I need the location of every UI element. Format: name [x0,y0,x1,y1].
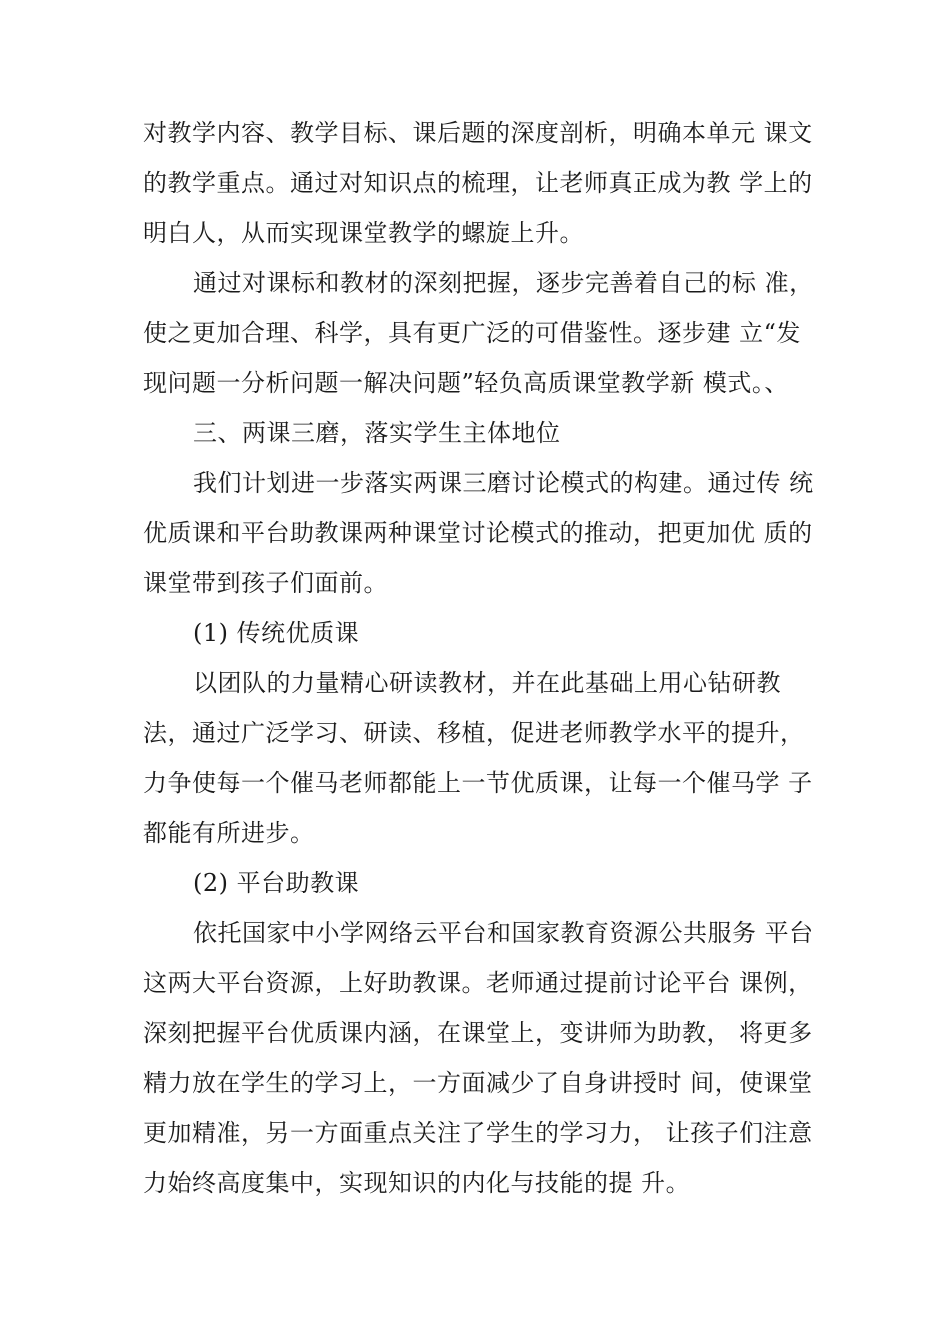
text-line: 精力放在学生的学习上，一方面减少了自身讲授时 间，使课堂 [143,1069,813,1097]
text-line: 对教学内容、教学目标、课后题的深度剖析，明确本单元 课文 [143,119,813,147]
text-line: 的教学重点。通过对知识点的梳理，让老师真正成为教 学上的 [143,169,813,197]
paragraph-start-line: 我们计划进一步落实两课三磨讨论模式的构建。通过传 统 [193,469,814,497]
paragraph-start-line: 依托国家中小学网络云平台和国家教育资源公共服务 平台 [193,919,814,947]
text-line: 法，通过广泛学习、研读、移植，促进老师教学水平的提升， [143,719,805,747]
subsection-heading: (1) 传统优质课 [193,619,360,647]
section-heading: 三、两课三磨，落实学生主体地位 [193,419,561,447]
text-line: 深刻把握平台优质课内涵，在课堂上，变讲师为助教， 将更多 [143,1019,813,1047]
paragraph-start-line: 以团队的力量精心研读教材，并在此基础上用心钻研教 [193,669,781,697]
paragraph-start-line: 通过对课标和教材的深刻把握，逐步完善着自己的标 准， [193,269,814,297]
document-body [143,108,833,1208]
text-line: 更加精准，另一方面重点关注了学生的学习力， 让孩子们注意 [143,1119,813,1147]
text-line: 现问题一分析问题一解决问题”轻负高质课堂教学新 模式。、 [143,369,789,397]
text-line: 课堂带到孩子们面前。 [143,569,388,597]
text-line: 力始终高度集中，实现知识的内化与技能的提 升。 [143,1169,691,1197]
subsection-heading: (2) 平台助教课 [193,869,360,897]
text-line: 明白人，从而实现课堂教学的螺旋上升。 [143,219,584,247]
text-line: 这两大平台资源，上好助教课。老师通过提前讨论平台 课例， [143,969,813,997]
text-line: 都能有所进步。 [143,819,315,847]
text-line: 使之更加合理、科学，具有更广泛的可借鉴性。逐步建 立“发 [143,319,801,347]
text-line: 优质课和平台助教课两种课堂讨论模式的推动，把更加优 质的 [143,519,813,547]
text-line: 力争使每一个催马老师都能上一节优质课，让每一个催马学 子 [143,769,813,797]
